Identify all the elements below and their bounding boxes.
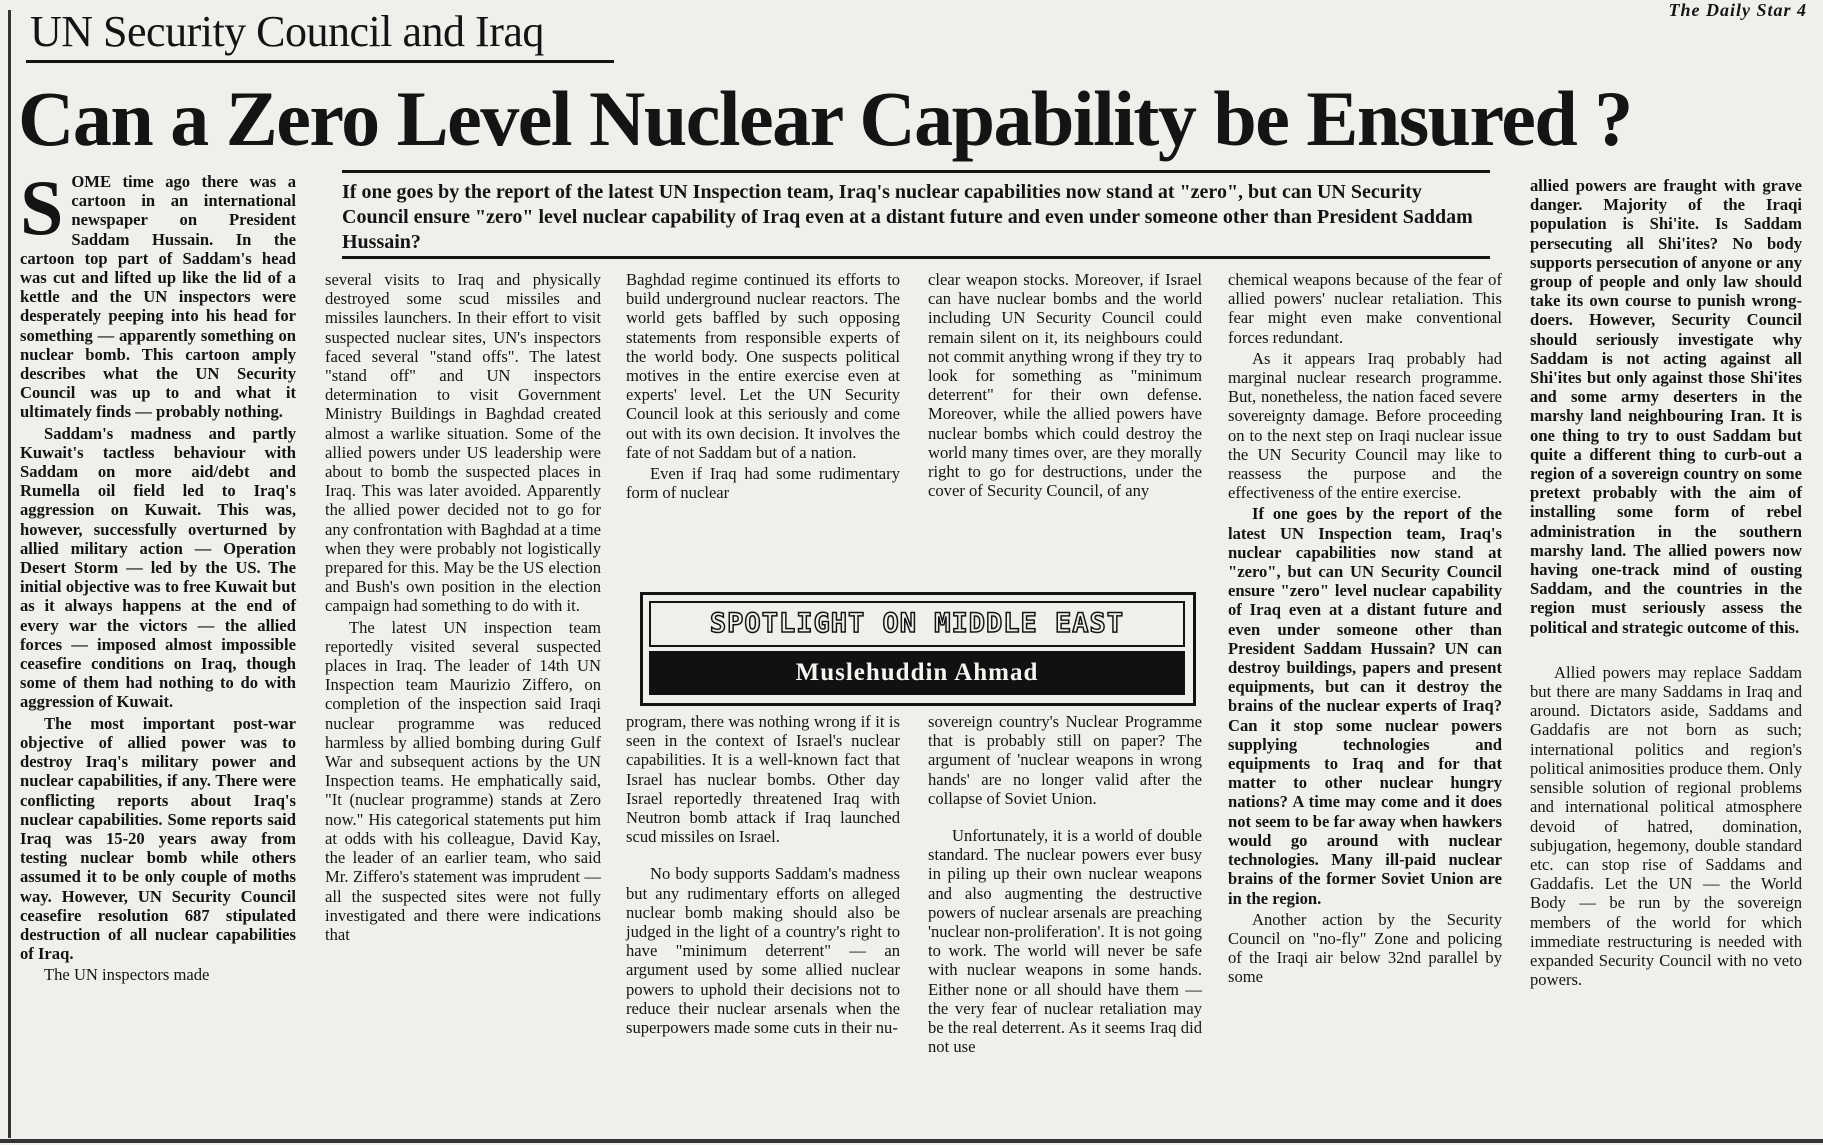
headline: Can a Zero Level Nuclear Capability be Ensured ? xyxy=(18,75,1632,162)
paragraph: If one goes by the report of the latest UN Inspection team, Iraq's nuclear capabilities now stand at "zero", but can UN Security Council ensure "zero" level nuclear capability of Iraq even at a distant future and even under someone other than President Saddam Hussain? UN can destroy buildings, papers and present equipments, but can it destroy the brains of the nuclear experts of Iraq? Can it stop some nuclear powers supplying technologies and equipments to Iraq and for that matter to other nuclear hungry nations? A time may come and it does not seem to be far away when hawkers would go around with nuclear technologies. Many ill-paid nuclear brains of the former Soviet Union are in the region. xyxy=(1228,504,1502,908)
author-byline: Muslehuddin Ahmad xyxy=(649,651,1185,695)
paragraph: Unfortunately, it is a world of double standard. The nuclear powers ever busy in piling up their own nuclear weapons and also augmenting the destructive powers of nuclear arsenals are preaching 'nuclear non-proliferation'. It is not going to work. The world will never be safe with nuclear weapons in some hands. Either none or all should have them — the very fear of nuclear retaliation may be the real deterrent. As it seems Iraq did not use xyxy=(928,826,1202,1057)
bottom-border-rule xyxy=(0,1139,1823,1143)
paragraph: SOME time ago there was a cartoon in an international newspaper on President Saddam Hussain. In the cartoon top part of Saddam's head was cut and lifted up like the lid of a kettle and the UN inspectors were desperately peeping into his head for something — apparently something on nuclear bomb. This cartoon amply describes what the UN Security Council was up to and what it ultimately finds — probably nothing. xyxy=(20,164,296,422)
paragraph: The most important post-war objective of allied power was to destroy Iraq's military power and nuclear capabilities, if any. There were conflicting reports about Iraq's nuclear capabilities. Some reports said Iraq was 15-20 years away from testing nuclear bomb while others assumed it to be only couple of moths way. However, UN Security Council ceasefire resolution 687 stipulated destruction of all nuclear capabilities of Iraq. xyxy=(20,713,296,964)
section-title: UN Security Council and Iraq xyxy=(30,7,544,56)
paragraph: Another action by the Security Council on "no-fly" Zone and policing of the Iraqi air below 32nd parallel by some xyxy=(1228,909,1502,987)
deck-summary: If one goes by the report of the latest UN Inspection team, Iraq's nuclear capabilities now stand at "zero", but can UN Security Council ensure "zero" level nuclear capability of Iraq even at a distant future and even under someone other than President Saddam Hussain? xyxy=(342,181,1473,253)
paragraph: The latest UN inspection team reportedly visited several suspected places in Iraq. The leader of 14th UN Inspection team Maurizio Ziffero, on completion of the inspection said Iraqi nuclear programme was reduced harmless by allied bombing during Gulf War and subsequent actions by the UN Inspection teams. He emphatically said, "It (nuclear programme) stands at Zero now." His categorical statements put him at odds with his colleague, David Kay, the leader of an earlier team, who said Mr. Ziffero's statement was imprudent — all the suspected sites were not fully investigated and there were indications that xyxy=(325,617,601,944)
spotlight-title: SPOTLIGHT ON MIDDLE EAST xyxy=(649,601,1185,647)
paragraph: sovereign country's Nuclear Programme that is probably still on paper? The argument of 'nuclear weapons in wrong hands' are no longer valid after the collapse of Soviet Union. xyxy=(928,712,1202,808)
paragraph: No body supports Saddam's madness but any rudimentary efforts on alleged nuclear bomb making should also be judged in the light of a country's right to have "minimum deterrent" — an argument used by some allied nuclear powers to uphold their decisions not to reduce their nuclear arsenals when the superpowers made some cuts in their nu- xyxy=(626,864,900,1038)
article-column-4-bottom xyxy=(928,712,1202,1058)
article-column-2 xyxy=(325,270,601,946)
article-column-3-bottom xyxy=(626,712,900,1039)
paragraph: allied powers are fraught with grave danger. Majority of the Iraqi population is Shi'ite. Is Saddam persecuting all Shi'ites? No body supports persecution of anyone or any group of people and only law should take its own course to punish wrong-doers. However, Security Council should seriously investigate why Saddam is not acting against all Shi'ites but only against those Shi'ites and some army deserters in the marshy land neighbouring Iran. It is one thing to try to oust Saddam but quite a different thing to curb-out a region of a sovereign country on some pretext probably with the aim of installing some form of rebel administration in the southern marshy land. The allied powers now having one-track mind of ousting Saddam, and the countries in the region must seriously assess the political and strategic outcome of this. xyxy=(1530,176,1802,637)
spotlight-box xyxy=(640,592,1196,706)
paragraph: Baghdad regime continued its efforts to build underground nuclear reactors. The world gets baffled by such opposing statements from responsible experts of the world body. One suspects political motives in the entire exercise even at experts' level. Let the UN Security Council look at this seriously and come out with its own decision. It involves the fate of not Saddam but of a nation. xyxy=(626,270,900,462)
article-column-5 xyxy=(1228,270,1502,989)
paragraph: The UN inspectors made xyxy=(44,965,210,985)
paragraph: clear weapon stocks. Moreover, if Israel can have nuclear bombs and the world including UN Security Council could remain silent on it, its neighbours could not commit anything wrong if they try to look for something as "minimum deterrent" for their own defense. Moreover, while the allied powers have nuclear bombs which could destroy the world many times over, are they morally right to go for destructions, under the cover of Security Council, of any xyxy=(928,270,1202,501)
article-column-1 xyxy=(20,164,296,987)
paragraph: several visits to Iraq and physically destroyed some scud missiles and missiles launchers. In their effort to visit suspected nuclear sites, UN's inspectors faced several "stand offs". The latest "stand off" and UN inspectors determination to visit Government Ministry Buildings in Baghdad created almost a warlike situation. Some of the allied powers under US leadership were about to bomb the suspected places in Iraq. This was later avoided. Apparently the allied power decided not to go for any confrontation with Baghdad at a time when they were probably not logistically prepared for this. May be the US election and Bush's own position in the election campaign had something to do with it. xyxy=(325,270,601,616)
article-column-3-top xyxy=(626,270,900,504)
section-underline xyxy=(26,60,614,63)
article-column-4-top xyxy=(928,270,1202,502)
deck-bottom-rule xyxy=(342,256,1490,259)
drop-cap: S xyxy=(20,164,64,251)
paragraph: chemical weapons because of the fear of allied powers' nuclear retaliation. This fear might even make conventional forces redundant. xyxy=(1228,270,1502,347)
deck-top-rule xyxy=(342,170,1490,173)
paragraph: program, there was nothing wrong if it is seen in the context of Israel's nuclear capabilities. It is a well-known fact that Israel has nuclear bombs. Other day Israel reportedly threatened Iraq with Neutron bomb attack if Iraq launched scud missiles on Israel. xyxy=(626,712,900,847)
article-column-6 xyxy=(1530,176,1802,991)
paragraph: Saddam's madness and partly Kuwait's tactless behaviour with Saddam on more aid/debt and Rumella oil field led to Iraq's aggression on Kuwait. This was, however, successfully overturned by allied military action — Operation Desert Storm — led by the US. The initial objective was to free Kuwait but as it always happens at the end of every war the victors — the allied forces — imposed almost impossible ceasefire conditions on Iraq, though some of them had nothing to do with aggression of Kuwait. xyxy=(20,423,296,712)
left-border-rule xyxy=(8,10,11,1138)
paragraph: Even if Iraq had some rudimentary form of nuclear xyxy=(626,464,900,503)
paragraph: Allied powers may replace Saddam but there are many Saddams in Iraq and around. Dictators aside, Saddams and Gaddafis are not born as such; international politics and region's political animosities produce them. Only sensible solution of regional problems and international political atmosphere devoid of hatred, domination, subjugation, hegemony, double standard etc. can stop rise of Saddams and Gaddafis. Let the UN — the World Body — be run by the sovereign members of the world for which immediate restructuring is needed with expanded Security Council with no veto powers. xyxy=(1530,662,1802,990)
paragraph: As it appears Iraq probably had marginal nuclear research programme. But, nonetheless, the nation faced severe sovereignty damage. Before proceeding on to the next step on Iraqi nuclear issue the UN Security Council may like to reassess the purpose and the effectiveness of the entire exercise. xyxy=(1228,348,1502,503)
masthead: The Daily Star 4 xyxy=(1668,0,1807,20)
